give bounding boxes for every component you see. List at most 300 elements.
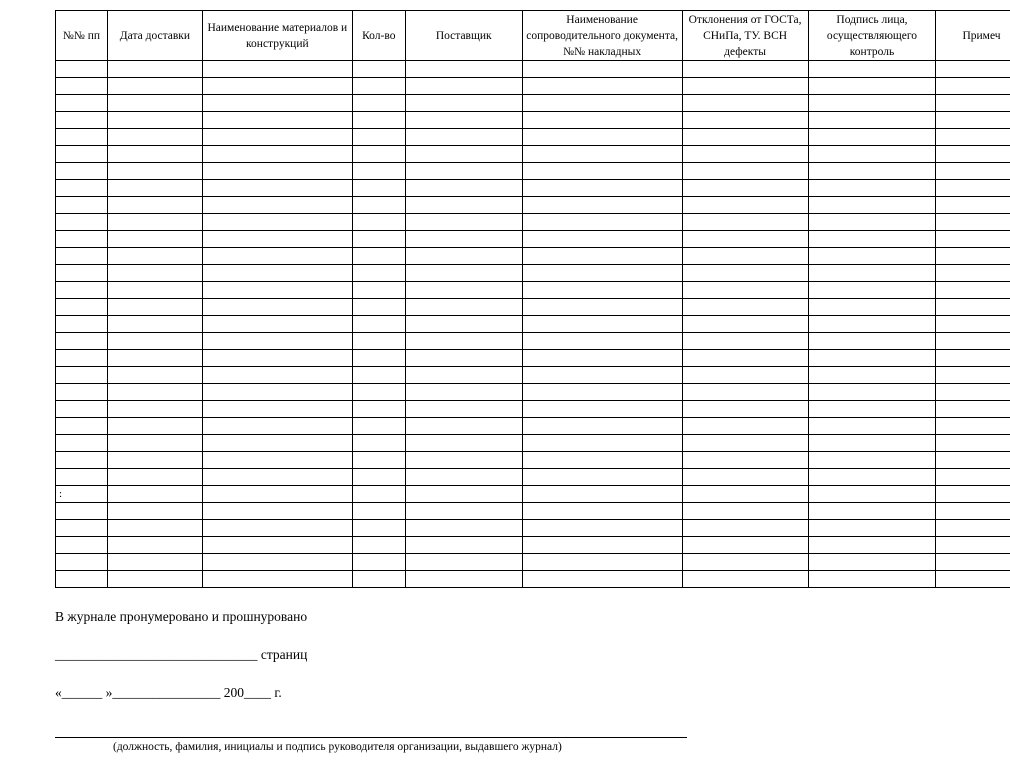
table-cell <box>107 537 202 554</box>
table-cell <box>522 384 682 401</box>
table-cell <box>522 112 682 129</box>
table-cell <box>107 452 202 469</box>
table-cell <box>202 554 352 571</box>
table-cell <box>56 537 108 554</box>
table-cell <box>808 333 936 350</box>
table-cell <box>56 265 108 282</box>
table-cell <box>202 129 352 146</box>
table-cell <box>107 180 202 197</box>
table-cell <box>107 282 202 299</box>
table-cell <box>808 146 936 163</box>
table-cell <box>352 180 405 197</box>
table-cell <box>808 282 936 299</box>
table-cell <box>405 401 522 418</box>
table-cell <box>352 78 405 95</box>
header-row-number: №№ пп <box>56 11 108 61</box>
table-cell <box>107 146 202 163</box>
table-cell <box>352 197 405 214</box>
table-cell <box>107 299 202 316</box>
signature-rule <box>55 737 687 738</box>
table-row <box>56 316 1010 333</box>
table-cell <box>56 78 108 95</box>
table-cell <box>522 537 682 554</box>
table-cell <box>808 61 936 78</box>
table-cell <box>56 520 108 537</box>
table-cell <box>682 78 808 95</box>
table-cell <box>107 384 202 401</box>
table-row <box>56 384 1010 401</box>
table-cell <box>682 316 808 333</box>
table-cell <box>107 418 202 435</box>
table-cell <box>405 163 522 180</box>
table-cell <box>202 146 352 163</box>
table-cell <box>936 384 1010 401</box>
table-cell <box>202 418 352 435</box>
table-cell <box>522 486 682 503</box>
table-cell <box>682 112 808 129</box>
table-cell <box>56 231 108 248</box>
table-cell <box>202 571 352 588</box>
table-cell <box>202 78 352 95</box>
table-cell <box>522 163 682 180</box>
table-cell <box>682 231 808 248</box>
table-cell <box>522 469 682 486</box>
table-cell <box>936 367 1010 384</box>
table-cell <box>107 469 202 486</box>
table-cell <box>352 503 405 520</box>
table-cell <box>522 367 682 384</box>
table-cell <box>405 265 522 282</box>
table-cell <box>936 418 1010 435</box>
table-cell <box>522 316 682 333</box>
table-cell <box>202 520 352 537</box>
table-cell <box>352 350 405 367</box>
table-cell <box>936 112 1010 129</box>
table-cell <box>352 520 405 537</box>
table-cell <box>808 248 936 265</box>
table-cell <box>405 214 522 231</box>
table-cell <box>808 418 936 435</box>
table-cell <box>522 299 682 316</box>
table-cell <box>405 231 522 248</box>
table-cell <box>936 214 1010 231</box>
table-row <box>56 537 1010 554</box>
table-cell <box>56 129 108 146</box>
table-cell <box>352 435 405 452</box>
table-cell <box>107 78 202 95</box>
table-cell <box>405 384 522 401</box>
table-cell <box>56 112 108 129</box>
table-cell <box>682 554 808 571</box>
table-row <box>56 367 1010 384</box>
table-cell <box>936 435 1010 452</box>
table-cell <box>405 435 522 452</box>
table-cell <box>107 197 202 214</box>
table-cell <box>405 350 522 367</box>
table-cell <box>352 452 405 469</box>
table-cell <box>808 350 936 367</box>
table-cell <box>405 316 522 333</box>
table-cell <box>808 486 936 503</box>
table-cell <box>405 112 522 129</box>
table-cell <box>936 401 1010 418</box>
table-cell <box>808 112 936 129</box>
table-cell <box>936 146 1010 163</box>
table-cell <box>352 61 405 78</box>
table-row <box>56 231 1010 248</box>
table-cell <box>522 129 682 146</box>
table-cell <box>202 282 352 299</box>
table-cell <box>352 146 405 163</box>
table-cell <box>202 469 352 486</box>
table-cell <box>107 112 202 129</box>
table-cell <box>352 333 405 350</box>
header-delivery-date: Дата доставки <box>107 11 202 61</box>
table-row <box>56 146 1010 163</box>
table-row <box>56 282 1010 299</box>
table-cell <box>56 316 108 333</box>
table-cell <box>107 333 202 350</box>
table-cell <box>352 418 405 435</box>
table-cell <box>352 265 405 282</box>
table-cell <box>352 469 405 486</box>
date-line: «______ »________________ 200____ г. <box>55 685 282 700</box>
table-cell <box>682 537 808 554</box>
table-cell <box>936 486 1010 503</box>
table-cell <box>202 231 352 248</box>
table-cell <box>682 418 808 435</box>
table-cell <box>936 469 1010 486</box>
table-cell <box>405 333 522 350</box>
table-cell <box>682 520 808 537</box>
table-cell <box>405 299 522 316</box>
table-row <box>56 129 1010 146</box>
table-cell <box>352 214 405 231</box>
table-cell <box>936 299 1010 316</box>
table-cell <box>56 197 108 214</box>
table-cell <box>107 163 202 180</box>
table-cell <box>107 129 202 146</box>
table-cell <box>522 231 682 248</box>
table-row <box>56 180 1010 197</box>
table-row <box>56 78 1010 95</box>
table-cell <box>56 61 108 78</box>
table-cell <box>352 316 405 333</box>
table-cell <box>522 146 682 163</box>
table-cell <box>936 163 1010 180</box>
pages-count-line: ______________________________ страниц <box>55 647 308 662</box>
table-cell <box>405 520 522 537</box>
table-cell <box>405 95 522 112</box>
table-cell <box>808 95 936 112</box>
table-cell <box>936 95 1010 112</box>
table-cell <box>107 367 202 384</box>
table-row <box>56 350 1010 367</box>
table-cell <box>202 333 352 350</box>
table-cell <box>682 197 808 214</box>
table-row <box>56 486 1010 503</box>
cell-mark: : <box>56 486 108 503</box>
table-cell <box>56 503 108 520</box>
table-cell <box>56 418 108 435</box>
table-cell <box>352 129 405 146</box>
table-cell <box>56 95 108 112</box>
table-row <box>56 95 1010 112</box>
table-cell <box>682 350 808 367</box>
table-row <box>56 418 1010 435</box>
table-cell <box>682 163 808 180</box>
table-cell <box>405 503 522 520</box>
table-cell <box>405 282 522 299</box>
table-cell <box>936 265 1010 282</box>
table-cell <box>107 401 202 418</box>
table-cell <box>107 316 202 333</box>
table-cell <box>56 384 108 401</box>
table-cell <box>352 112 405 129</box>
table-cell <box>202 367 352 384</box>
table-cell <box>682 61 808 78</box>
table-cell <box>405 486 522 503</box>
table-cell <box>808 401 936 418</box>
table-cell <box>682 367 808 384</box>
header-supplier: Поставщик <box>405 11 522 61</box>
table-cell <box>352 384 405 401</box>
table-cell <box>352 299 405 316</box>
table-cell <box>107 520 202 537</box>
table-row <box>56 299 1010 316</box>
table-cell <box>522 333 682 350</box>
table-cell <box>107 486 202 503</box>
table-cell <box>682 571 808 588</box>
table-cell <box>936 197 1010 214</box>
header-notes: Примеч <box>936 11 1010 61</box>
table-row <box>56 503 1010 520</box>
table-cell <box>107 61 202 78</box>
table-cell <box>682 129 808 146</box>
table-cell <box>936 452 1010 469</box>
table-cell <box>352 486 405 503</box>
table-cell <box>352 231 405 248</box>
table-cell <box>405 129 522 146</box>
table-cell <box>107 214 202 231</box>
table-cell <box>56 367 108 384</box>
table-cell <box>56 350 108 367</box>
table-row <box>56 452 1010 469</box>
table-cell <box>56 333 108 350</box>
table-cell <box>202 112 352 129</box>
table-cell <box>682 452 808 469</box>
table-cell <box>405 146 522 163</box>
table-cell <box>405 180 522 197</box>
table-cell <box>522 350 682 367</box>
table-row <box>56 333 1010 350</box>
table-cell <box>202 486 352 503</box>
table-cell <box>202 452 352 469</box>
table-cell <box>352 537 405 554</box>
table-cell <box>936 180 1010 197</box>
table-cell <box>56 452 108 469</box>
table-cell <box>522 571 682 588</box>
table-cell <box>56 401 108 418</box>
delivery-journal-table <box>55 10 1010 588</box>
header-accompanying-document: Наименование сопроводительного документа, №№ накладных <box>522 11 682 61</box>
table-cell <box>202 214 352 231</box>
table-cell <box>682 265 808 282</box>
table-cell <box>808 231 936 248</box>
table-cell <box>936 571 1010 588</box>
table-cell <box>808 78 936 95</box>
table-cell <box>56 469 108 486</box>
table-cell <box>56 180 108 197</box>
table-cell <box>202 350 352 367</box>
table-cell <box>936 503 1010 520</box>
table-cell <box>682 469 808 486</box>
table-cell <box>56 571 108 588</box>
table-cell <box>405 537 522 554</box>
table-cell <box>522 265 682 282</box>
table-cell <box>808 537 936 554</box>
table-cell <box>682 180 808 197</box>
table-cell <box>808 452 936 469</box>
table-cell <box>56 163 108 180</box>
table-row <box>56 197 1010 214</box>
table-cell <box>808 520 936 537</box>
table-cell <box>522 180 682 197</box>
table-cell <box>936 537 1010 554</box>
table-cell <box>936 248 1010 265</box>
table-cell <box>936 316 1010 333</box>
table-cell <box>808 554 936 571</box>
table-cell <box>107 231 202 248</box>
table-cell <box>405 469 522 486</box>
table-cell <box>936 129 1010 146</box>
table-cell <box>56 214 108 231</box>
table-cell <box>202 384 352 401</box>
table-cell <box>352 163 405 180</box>
table-cell <box>808 469 936 486</box>
numbered-statement: В журнале пронумеровано и прошнуровано <box>55 609 308 624</box>
table-cell <box>808 571 936 588</box>
table-cell <box>808 265 936 282</box>
table-cell <box>202 316 352 333</box>
table-row <box>56 435 1010 452</box>
table-row <box>56 401 1010 418</box>
table-cell <box>405 78 522 95</box>
table-row <box>56 214 1010 231</box>
table-cell <box>522 78 682 95</box>
table-cell <box>936 61 1010 78</box>
table-cell <box>808 384 936 401</box>
table-cell <box>682 248 808 265</box>
table-cell <box>808 180 936 197</box>
table-cell <box>107 265 202 282</box>
table-cell <box>107 554 202 571</box>
table-cell <box>808 214 936 231</box>
table-cell <box>202 180 352 197</box>
table-row <box>56 163 1010 180</box>
table-cell <box>808 316 936 333</box>
table-cell <box>522 418 682 435</box>
table-cell <box>405 418 522 435</box>
table-cell <box>56 299 108 316</box>
table-cell <box>202 265 352 282</box>
table-cell <box>808 435 936 452</box>
table-header-row <box>56 11 1010 61</box>
table-row <box>56 112 1010 129</box>
table-cell <box>936 350 1010 367</box>
table-cell <box>352 282 405 299</box>
table-cell <box>682 95 808 112</box>
table-cell <box>56 146 108 163</box>
table-cell <box>808 129 936 146</box>
header-deviations: Отклонения от ГОСТа, СНиПа, ТУ. ВСН дефекты <box>682 11 808 61</box>
table-cell <box>405 452 522 469</box>
table-cell <box>405 197 522 214</box>
table-cell <box>107 248 202 265</box>
table-cell <box>808 299 936 316</box>
table-cell <box>682 214 808 231</box>
table-cell <box>202 163 352 180</box>
table-cell <box>808 503 936 520</box>
table-cell <box>202 299 352 316</box>
table-cell <box>808 163 936 180</box>
table-cell <box>56 248 108 265</box>
table-cell <box>522 452 682 469</box>
table-cell <box>682 486 808 503</box>
table-cell <box>352 554 405 571</box>
signature-caption: (должность, фамилия, инициалы и подпись руководителя организации, выдавшего журнал) <box>113 741 562 753</box>
table-cell <box>522 435 682 452</box>
table-cell <box>56 554 108 571</box>
table-cell <box>56 435 108 452</box>
table-cell <box>936 78 1010 95</box>
table-cell <box>107 571 202 588</box>
table-cell <box>202 435 352 452</box>
table-row <box>56 571 1010 588</box>
header-material-name: Наименование материалов и конструкций <box>202 11 352 61</box>
table-cell <box>522 197 682 214</box>
table-cell <box>202 95 352 112</box>
table-cell <box>522 520 682 537</box>
table-cell <box>522 214 682 231</box>
table-cell <box>352 95 405 112</box>
table-cell <box>107 95 202 112</box>
table-row <box>56 248 1010 265</box>
table-cell <box>522 503 682 520</box>
table-cell <box>202 537 352 554</box>
table-cell <box>107 435 202 452</box>
table-cell <box>352 571 405 588</box>
header-quantity: Кол-во <box>352 11 405 61</box>
table-cell <box>202 248 352 265</box>
table-cell <box>352 401 405 418</box>
table-cell <box>352 367 405 384</box>
table-cell <box>202 503 352 520</box>
table-cell <box>522 61 682 78</box>
table-cell <box>682 401 808 418</box>
table-row <box>56 520 1010 537</box>
table-cell <box>522 554 682 571</box>
table-cell <box>682 282 808 299</box>
table-cell <box>808 197 936 214</box>
table-cell <box>522 95 682 112</box>
table-body <box>56 61 1010 588</box>
table-cell <box>405 554 522 571</box>
table-cell <box>405 571 522 588</box>
table-cell <box>682 146 808 163</box>
table-cell <box>405 367 522 384</box>
table-cell <box>202 401 352 418</box>
